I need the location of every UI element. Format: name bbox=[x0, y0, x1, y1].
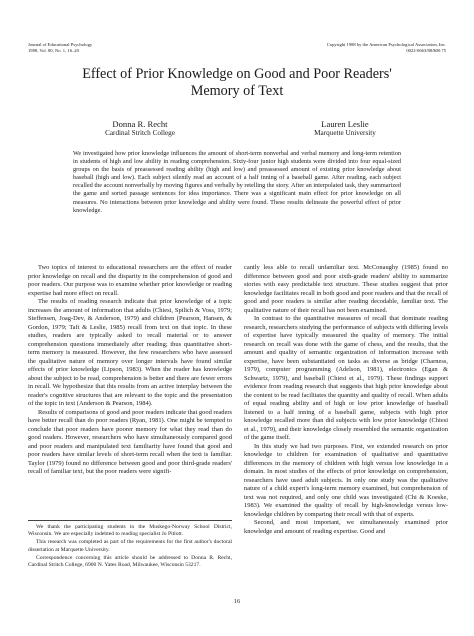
author-affiliation: Cardinal Stritch College bbox=[105, 129, 175, 137]
abstract: We investigated how prior knowledge influences the amount of short-term nonverbal and verbal memory and long-term retention in students of high and low ability in reading comprehension. Sixty-four junior high students were divided into four equal-sized groups on the basis of preassessed reading ability (high and low) and preassessed amount of existing prior knowledge about baseball (high and low). Each subject silently read an account of a half inning of a baseball game. After reading, each subject recalled the account nonverbally by moving figures and verbally by retelling the story. After an interpolated task, they summarized the game and sorted passage sentences for idea importance. There was a significant main effect for prior knowledge on all measures. No interactions between prior knowledge and ability were found. These results delineate the powerful effect of prior knowledge. bbox=[73, 150, 401, 214]
author-name: Lauren Leslie bbox=[321, 119, 369, 129]
paragraph: The results of reading research indicate that prior knowledge of a topic increases the amount of information that adults (Chiesi, Spilich & Voss, 1979; Steffensen, Joag-Dev, & Anderson, 1979) and children (Pearson, Hansen, & Gordon, 1979; Taft & Leslie, 1985) recall from text on that topic. In these studies, readers are typically asked to recall material or to answer comprehension questions immediately after reading; thus quantitative short-term memory is measured. However, the few researchers who have assessed the qualitative nature of memory over longer intervals have found similar effects of prior knowledge (Lipson, 1983). When the reader has knowledge about the subject to be read, comprehension is better and there are fewer errors in recall. We hypothesize that this results from an active interplay between the reader's cognitive structures that are relevant to the topic and the presentation of the topic in text (Anderson & Pearson, 1984). bbox=[28, 298, 232, 407]
paragraph: In this study we had two purposes. First, we extended research on prior knowledge to children for examination of qualitative and quantitative differences in the memory of children with high versus low knowledge in a domain. In most studies of the effects of prior knowledge on comprehension, researchers have used adult subjects. In only one study was the qualitative nature of a child expert's long-term memory examined, but comprehension of text was not required, and only one child was investigated (Chi & Koeske, 1983). We examined the quality of recall by high-knowledge versus low-knowledge children by comparing their recall with that of experts. bbox=[244, 442, 448, 518]
author-2 bbox=[265, 119, 425, 138]
article-title bbox=[0, 66, 474, 100]
author-name: Donna R. Recht bbox=[112, 119, 168, 129]
paragraph: Results of comparisons of good and poor readers indicate that good readers have better recall than do poor readers (Ryan, 1981). One might be tempted to conclude that poor readers have poorer memory for what they read than do good readers. However, researchers who have simultaneously compared good and poor readers and manipulated text familiarity have found that good and poor readers have similar levels of short-term recall when the text is familiar. Taylor (1979) found no difference between good and poor third-grade readers' recall of familiar text, but the poor readers were signifi- bbox=[28, 408, 232, 475]
title-line-2: Memory of Text bbox=[190, 83, 284, 99]
copyright-header bbox=[246, 42, 446, 54]
page-number: 16 bbox=[233, 598, 241, 605]
footnotes bbox=[28, 520, 232, 570]
footnote-acknowledgment: We thank the participating students in the Muskego-Norway School District, Wisconsin. We are especially indebted to reading specialist Jo Pitlott. bbox=[28, 524, 232, 538]
copyright-notice: Copyright 1988 by the American Psychological Association, Inc. bbox=[326, 42, 446, 47]
right-column bbox=[244, 264, 448, 536]
author-1 bbox=[60, 119, 220, 138]
paragraph: Two topics of interest to educational researchers are the effect of reader prior knowledge on recall and the disparity in the comprehension of good and poor readers. Our purpose was to examine whether prior knowledge or reading expertise had more effect on recall. bbox=[28, 264, 232, 297]
paragraph: Second, and most important, we simultaneously examined prior knowledge and amount of reading expertise. Good and bbox=[244, 519, 448, 535]
copyright-code: 0022-0663/88/$00.75 bbox=[406, 48, 446, 53]
title-line-1: Effect of Prior Knowledge on Good and Poor Readers' bbox=[82, 66, 392, 82]
journal-volume: 1988, Vol. 80, No. 1, 16–20 bbox=[28, 48, 79, 53]
journal-header bbox=[28, 42, 188, 54]
footnote-dissertation: This research was completed as part of the requirements for the first author's doctoral dissertation at Marquette University. bbox=[28, 539, 232, 553]
paragraph: cantly less able to recall unfamiliar text. McConaughy (1985) found no difference between good and poor sixth-grade readers' ability to summarize stories with easy predictable text structure. These studies suggest that prior knowledge facilitates recall in both good and poor readers and that the recall of good and poor readers is similar after reading decodable, familiar text. The qualitative nature of their recall has not been examined. bbox=[244, 264, 448, 314]
left-column bbox=[28, 264, 232, 477]
author-affiliation: Marquette University bbox=[314, 129, 376, 137]
footnote-correspondence: Correspondence concerning this article should be addressed to Donna R. Recht, Cardinal Stritch College, 6900 N. Yates Road, Milwaukee, Wisconsin 53217. bbox=[28, 554, 232, 569]
journal-name: Journal of Educational Psychology bbox=[28, 42, 93, 47]
paragraph: In contrast to the quantitative measures of recall that dominate reading research, researchers studying the performance of subjects with differing levels of expertise have typically measured the quality of memory. The initial research on recall was done with the game of chess, and the results, that the amount and quality of semantic organization of information increase with expertise, have been substantiated on tasks as diverse as bridge (Charness, 1979), computer programming (Adelson, 1981), electronics (Egan & Schwartz, 1979), and baseball (Chiesi et al., 1979). These findings support evidence from reading research that suggests that high prior knowledge about the content to be read facilitates the quantity and quality of recall. When adults of equal reading ability and of high or low prior knowledge of baseball listened to a half inning of a baseball game, subjects with high prior knowledge recalled more than did subjects with low prior knowledge (Chiesi et al., 1979), and their knowledge closely resembled the semantic organization of the game itself. bbox=[244, 315, 449, 441]
